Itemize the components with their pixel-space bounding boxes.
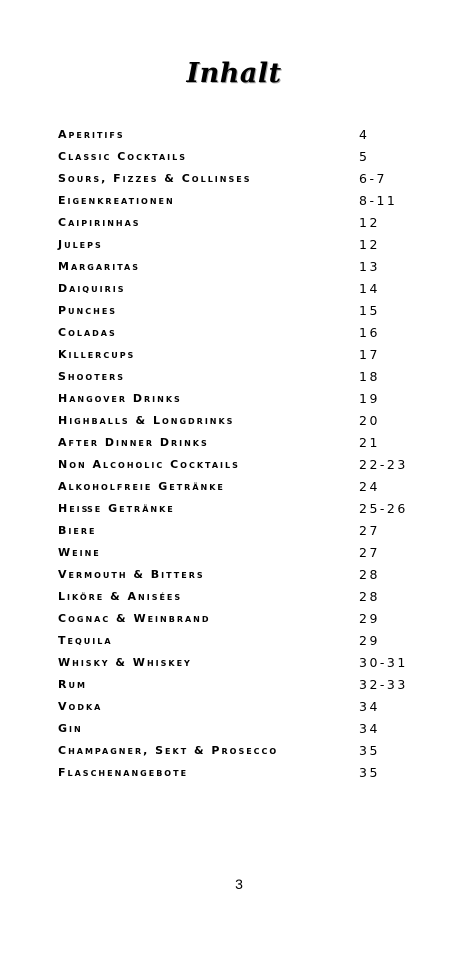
- table-of-contents: [58, 124, 418, 784]
- toc-entry-label: Cognac & Weinbrand: [58, 612, 211, 625]
- toc-entry: [58, 300, 418, 322]
- toc-entry-page: 35: [359, 765, 380, 780]
- toc-entry-page: 28: [359, 567, 380, 582]
- toc-entry: [58, 652, 418, 674]
- toc-entry-label: Aperitifs: [58, 128, 125, 141]
- toc-entry-label: Rum: [58, 678, 87, 691]
- toc-entry-page: 8-11: [359, 193, 398, 208]
- toc-entry-page: 6-7: [359, 171, 387, 186]
- toc-entry-label: Biere: [58, 524, 97, 537]
- toc-entry-label: Margaritas: [58, 260, 140, 273]
- toc-entry-label: Sours, Fizzes & Collinses: [58, 172, 252, 185]
- toc-entry-page: 24: [359, 479, 380, 494]
- toc-entry: [58, 388, 418, 410]
- toc-entry: [58, 520, 418, 542]
- toc-entry-page: 17: [359, 347, 380, 362]
- toc-entry: [58, 608, 418, 630]
- toc-entry: [58, 542, 418, 564]
- toc-entry-page: 22-23: [359, 457, 408, 472]
- toc-entry-page: 27: [359, 523, 380, 538]
- toc-entry-page: 27: [359, 545, 380, 560]
- toc-entry-page: 4: [359, 127, 370, 142]
- toc-entry: [58, 586, 418, 608]
- toc-entry: [58, 168, 418, 190]
- toc-entry-label: Heiße Getränke: [58, 502, 175, 515]
- toc-entry-page: 28: [359, 589, 380, 604]
- page-number: 3: [235, 876, 243, 892]
- toc-entry: [58, 564, 418, 586]
- toc-entry-label: Weine: [58, 546, 101, 559]
- toc-entry-page: 34: [359, 721, 380, 736]
- toc-entry-label: Flaschenangebote: [58, 766, 189, 779]
- toc-entry-label: Caipirinhas: [58, 216, 141, 229]
- toc-entry-label: Punches: [58, 304, 118, 317]
- toc-entry: [58, 740, 418, 762]
- toc-entry: [58, 454, 418, 476]
- toc-entry-page: 16: [359, 325, 380, 340]
- toc-entry-label: Liköre & Anisées: [58, 590, 183, 603]
- toc-entry-page: 13: [359, 259, 380, 274]
- toc-entry-label: Killercups: [58, 348, 136, 361]
- toc-entry-page: 12: [359, 237, 380, 252]
- toc-entry-label: Gin: [58, 722, 83, 735]
- toc-entry-label: Champagner, Sekt & Prosecco: [58, 744, 279, 757]
- toc-entry-label: Juleps: [58, 238, 103, 251]
- toc-entry-label: Tequila: [58, 634, 113, 647]
- toc-entry: [58, 762, 418, 784]
- toc-entry-page: 32-33: [359, 677, 408, 692]
- toc-entry-page: 29: [359, 633, 380, 648]
- toc-entry-label: Daiquiris: [58, 282, 126, 295]
- toc-entry: [58, 190, 418, 212]
- toc-entry: [58, 432, 418, 454]
- toc-entry-label: Highballs & Longdrinks: [58, 414, 235, 427]
- toc-entry-page: 18: [359, 369, 380, 384]
- toc-entry: [58, 366, 418, 388]
- toc-entry-label: Vermouth & Bitters: [58, 568, 205, 581]
- toc-entry-page: 25-26: [359, 501, 408, 516]
- toc-entry-label: After Dinner Drinks: [58, 436, 209, 449]
- toc-entry: [58, 278, 418, 300]
- toc-entry: [58, 146, 418, 168]
- toc-entry-label: Coladas: [58, 326, 117, 339]
- toc-entry-label: Hangover Drinks: [58, 392, 182, 405]
- toc-entry-page: 30-31: [359, 655, 408, 670]
- toc-entry: [58, 476, 418, 498]
- toc-entry: [58, 234, 418, 256]
- toc-entry: [58, 322, 418, 344]
- toc-entry-label: Alkoholfreie Getränke: [58, 480, 225, 493]
- toc-entry-label: Shooters: [58, 370, 126, 383]
- toc-entry: [58, 256, 418, 278]
- toc-entry-label: Vodka: [58, 700, 103, 713]
- toc-entry-page: 29: [359, 611, 380, 626]
- toc-entry-page: 21: [359, 435, 380, 450]
- toc-entry-page: 35: [359, 743, 380, 758]
- toc-entry: [58, 124, 418, 146]
- toc-entry-page: 19: [359, 391, 380, 406]
- toc-entry: [58, 344, 418, 366]
- toc-entry-page: 5: [359, 149, 370, 164]
- page-title: Inhalt: [186, 58, 282, 89]
- toc-entry: [58, 498, 418, 520]
- toc-entry-page: 34: [359, 699, 380, 714]
- toc-entry: [58, 718, 418, 740]
- toc-entry-page: 15: [359, 303, 380, 318]
- toc-entry-page: 14: [359, 281, 380, 296]
- toc-entry: [58, 630, 418, 652]
- toc-entry: [58, 696, 418, 718]
- toc-entry-label: Non Alcoholic Cocktails: [58, 458, 240, 471]
- toc-entry-label: Whisky & Whiskey: [58, 656, 192, 669]
- toc-entry-page: 12: [359, 215, 380, 230]
- toc-entry-page: 20: [359, 413, 380, 428]
- toc-entry-label: Eigenkreationen: [58, 194, 175, 207]
- toc-entry: [58, 674, 418, 696]
- toc-entry: [58, 410, 418, 432]
- toc-entry-label: Classic Cocktails: [58, 150, 188, 163]
- toc-entry: [58, 212, 418, 234]
